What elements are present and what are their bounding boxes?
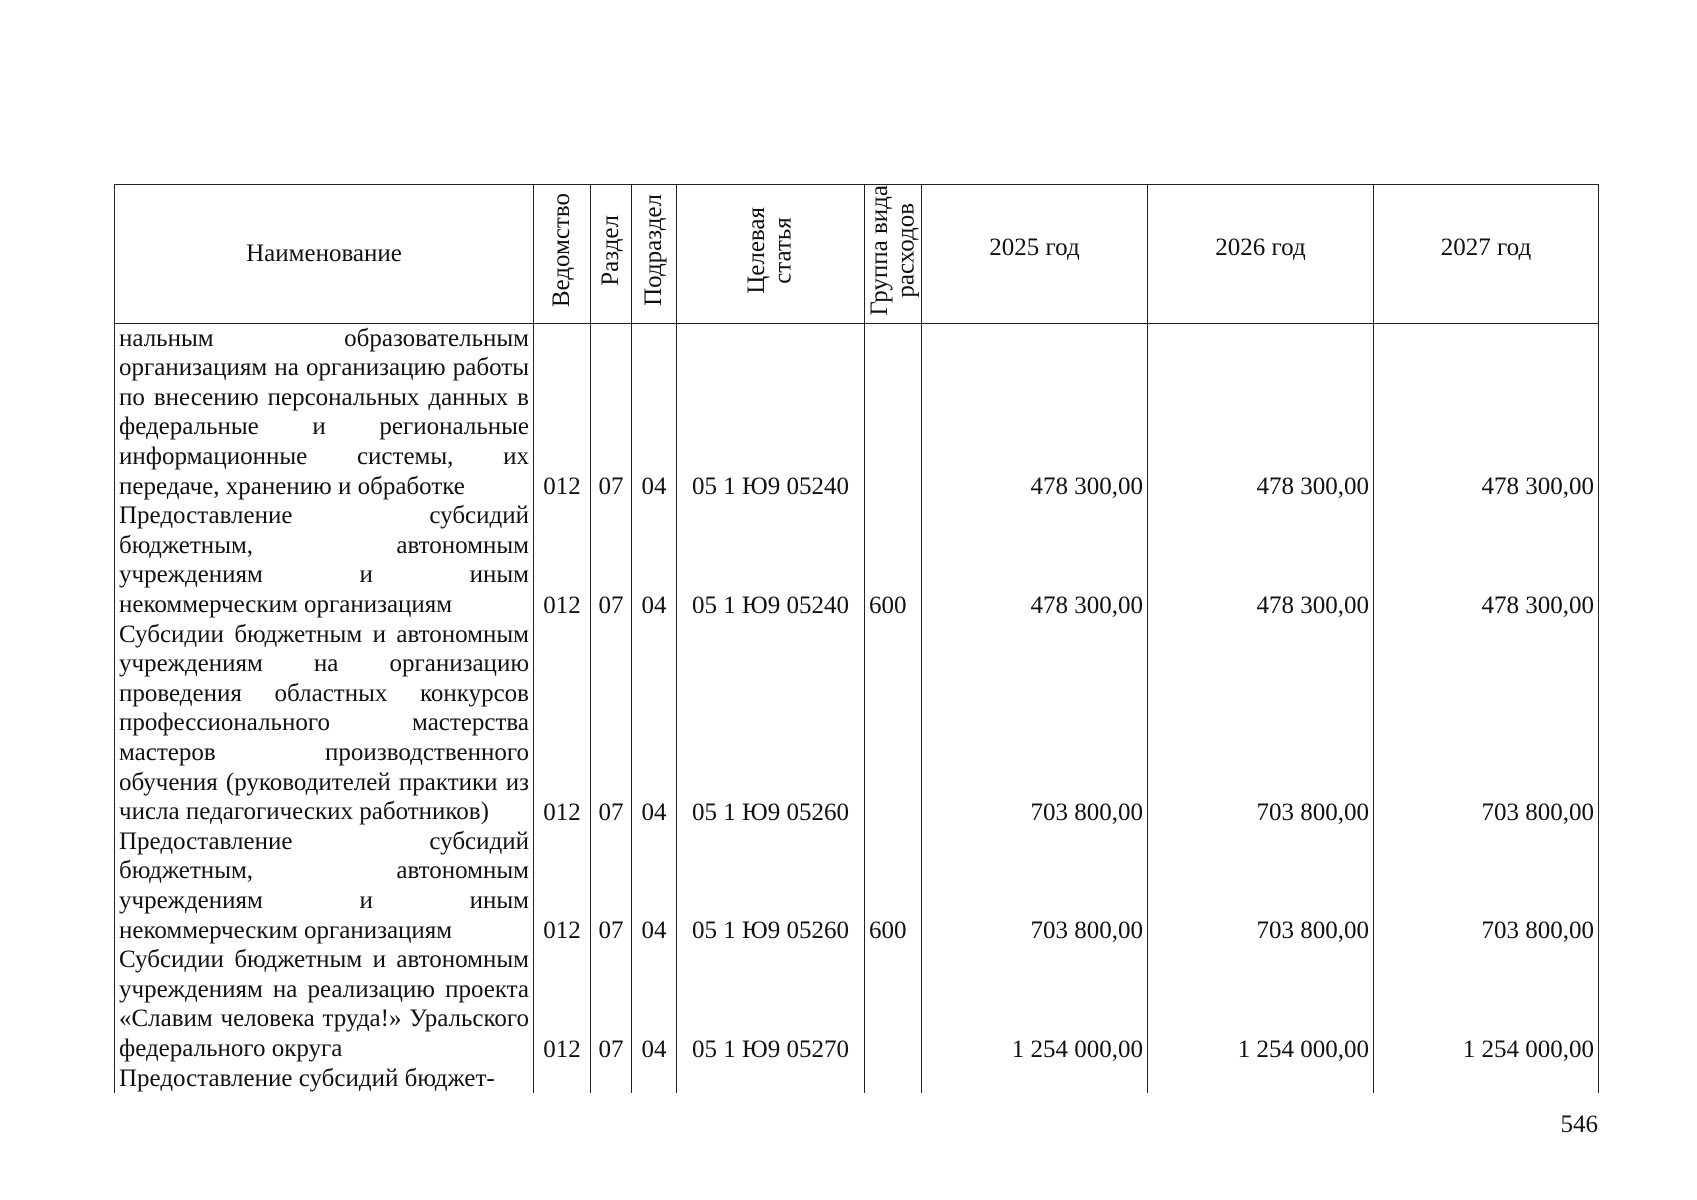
page-number: 546 xyxy=(1560,1111,1598,1138)
cell-gruppa xyxy=(865,323,922,501)
cell-2026: 478 300,00 xyxy=(1148,501,1374,619)
cell-2026 xyxy=(1148,1064,1374,1094)
cell-2027: 703 800,00 xyxy=(1374,620,1599,827)
cell-2026: 703 800,00 xyxy=(1148,620,1374,827)
cell-2027: 1 254 000,00 xyxy=(1374,945,1599,1063)
cell-razdel: 07 xyxy=(591,620,632,827)
header-name-text: Наименование xyxy=(246,239,402,267)
header-celevaya-line2: статья xyxy=(769,217,797,284)
cell-razdel: 07 xyxy=(591,323,632,501)
header-2025-text: 2025 год xyxy=(989,233,1080,261)
cell-podrazdel: 04 xyxy=(632,620,677,827)
cell-2025: 478 300,00 xyxy=(922,501,1148,619)
header-gruppa-text xyxy=(867,185,920,316)
cell-2026: 703 800,00 xyxy=(1148,827,1374,945)
cell-celevaya: 05 1 Ю9 05260 xyxy=(677,620,865,827)
table-row xyxy=(115,620,1599,827)
cell-2025: 1 254 000,00 xyxy=(922,945,1148,1063)
cell-vedomstvo: 012 xyxy=(534,620,591,827)
table-row xyxy=(115,827,1599,945)
cell-name: Субсидии бюджетным и автономным учреждениям на организацию проведения областных конкурсов профессионального мастерства мастеров производственного обучения (руководителей практики из числа педагогических работников) xyxy=(115,620,534,827)
table-header-row xyxy=(115,185,1599,324)
cell-name: Предоставление субсидий бюджетным, автономным учреждениям и иным некоммерческим организациям xyxy=(115,501,534,619)
header-podrazdel xyxy=(632,185,677,324)
cell-2026: 1 254 000,00 xyxy=(1148,945,1374,1063)
header-vedomstvo xyxy=(534,185,591,324)
header-gruppa-line2: расходов xyxy=(892,202,919,298)
cell-podrazdel: 04 xyxy=(632,827,677,945)
cell-razdel xyxy=(591,1064,632,1094)
cell-2027: 478 300,00 xyxy=(1374,501,1599,619)
cell-gruppa xyxy=(865,620,922,827)
cell-vedomstvo: 012 xyxy=(534,827,591,945)
budget-table xyxy=(114,184,1599,1093)
header-razdel-text: Раздел xyxy=(596,214,624,286)
cell-vedomstvo: 012 xyxy=(534,323,591,501)
cell-gruppa: 600 xyxy=(865,827,922,945)
cell-name: Предоставление субсидий бюджет- xyxy=(115,1064,534,1094)
header-2027 xyxy=(1374,185,1599,324)
cell-name: нальным образовательным организациям на организацию работы по внесению персональных данных в федеральные и региональные информационные системы, их передаче, хранению и обработке xyxy=(115,323,534,501)
header-gruppa-vida-rashodov xyxy=(865,185,922,324)
cell-gruppa xyxy=(865,945,922,1063)
cell-vedomstvo: 012 xyxy=(534,501,591,619)
cell-celevaya: 05 1 Ю9 05240 xyxy=(677,323,865,501)
header-2026 xyxy=(1148,185,1374,324)
header-celevaya-line1: Целевая xyxy=(743,206,771,294)
table-row xyxy=(115,1064,1599,1094)
cell-gruppa: 600 xyxy=(865,501,922,619)
cell-2026: 478 300,00 xyxy=(1148,323,1374,501)
cell-celevaya: 05 1 Ю9 05270 xyxy=(677,945,865,1063)
cell-2025: 703 800,00 xyxy=(922,620,1148,827)
cell-2025 xyxy=(922,1064,1148,1094)
header-razdel xyxy=(591,185,632,324)
cell-podrazdel: 04 xyxy=(632,323,677,501)
header-celevaya-statya xyxy=(677,185,865,324)
table-row xyxy=(115,323,1599,501)
cell-gruppa xyxy=(865,1064,922,1094)
cell-podrazdel: 04 xyxy=(632,501,677,619)
cell-razdel: 07 xyxy=(591,827,632,945)
cell-podrazdel: 04 xyxy=(632,945,677,1063)
cell-razdel: 07 xyxy=(591,945,632,1063)
cell-name: Предоставление субсидий бюджетным, автономным учреждениям и иным некоммерческим организациям xyxy=(115,827,534,945)
header-celevaya-text xyxy=(744,207,797,294)
table-row xyxy=(115,501,1599,619)
header-gruppa-line1: Группа вида xyxy=(865,185,893,316)
header-2027-text: 2027 год xyxy=(1440,233,1532,261)
header-name xyxy=(115,185,534,324)
cell-razdel: 07 xyxy=(591,501,632,619)
header-2026-text: 2026 год xyxy=(1215,233,1306,261)
cell-vedomstvo xyxy=(534,1064,591,1094)
header-podrazdel-text: Подраздел xyxy=(639,194,667,307)
header-vedomstvo-text: Ведомство xyxy=(547,193,575,308)
cell-2027: 703 800,00 xyxy=(1374,827,1599,945)
cell-celevaya: 05 1 Ю9 05240 xyxy=(677,501,865,619)
cell-podrazdel xyxy=(632,1064,677,1094)
cell-celevaya xyxy=(677,1064,865,1094)
cell-vedomstvo: 012 xyxy=(534,945,591,1063)
cell-2027 xyxy=(1374,1064,1599,1094)
cell-2027: 478 300,00 xyxy=(1374,323,1599,501)
header-2025 xyxy=(922,185,1148,324)
cell-name: Субсидии бюджетным и автономным учреждениям на реализацию проекта «Славим человека труда!» Уральского федерального округа xyxy=(115,945,534,1063)
cell-2025: 703 800,00 xyxy=(922,827,1148,945)
cell-celevaya: 05 1 Ю9 05260 xyxy=(677,827,865,945)
table-row xyxy=(115,945,1599,1063)
cell-2025: 478 300,00 xyxy=(922,323,1148,501)
